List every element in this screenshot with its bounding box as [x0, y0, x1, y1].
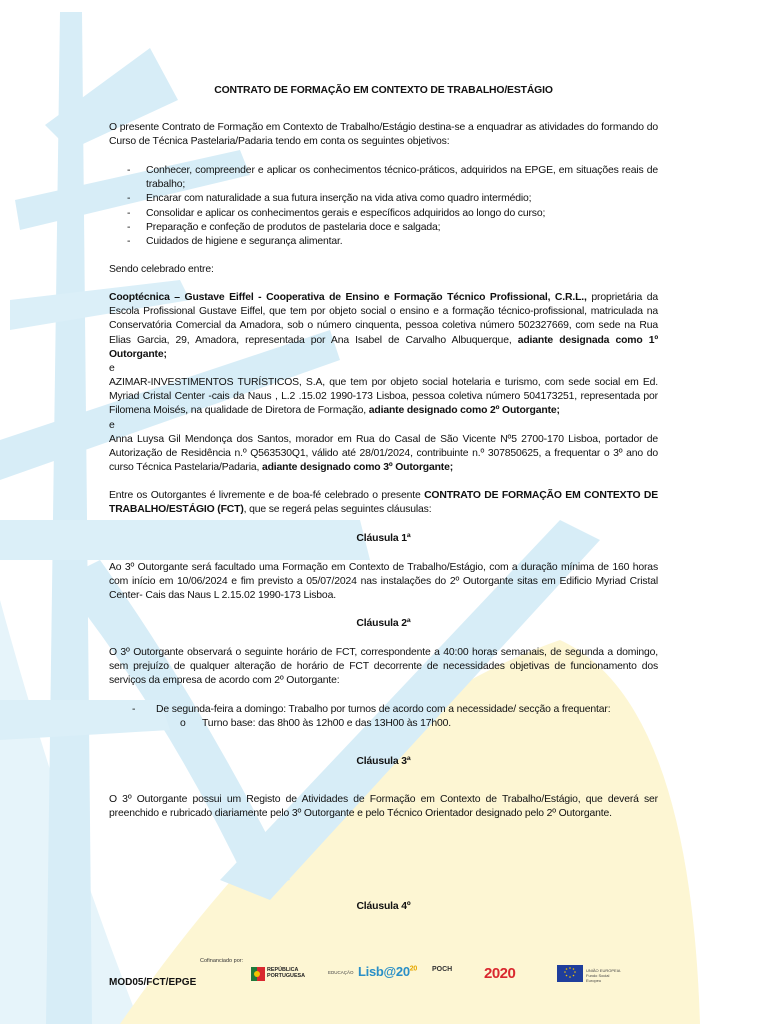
- objective-item: - Cuidados de higiene e segurança alimentar.: [109, 235, 658, 249]
- conjunction-e: e: [109, 363, 115, 374]
- party-3-text: Anna Luysa Gil Mendonça dos Santos, morador em Rua do Casal de São Vicente Nº5 2700-170 Lisboa, portador de Autorização de Residência n.º Q563530Q1, válido até 28/01/2024, contribuinte n.º 307850625, a frequentar o 3º ano do curso Técnica Pastelaria/Padaria,: [109, 434, 658, 474]
- eu-text: [586, 968, 621, 983]
- clause-1-text: Ao 3º Outorgante será facultado uma Formação em Contexto de Trabalho/Estágio, com a duração mínima de 160 horas com início em 10/06/2024 e fim previsto a 05/07/2024 nas instalações do 2º Outorgante sitas em Edificio Myriad Cristal Center- Cais das Naus L 2.15.02 1990-173 Lisboa.: [109, 562, 658, 602]
- document-code: MOD05/FCT/EPGE: [109, 977, 197, 988]
- party-2-paragraph: [109, 376, 658, 419]
- portugal-flag-icon: [251, 967, 265, 981]
- clause-2-text: O 3º Outorgante observará o seguinte horário de FCT, correspondente a 40:00 horas semanais, de segunda a domingo, sem prejuízo de qualquer alteração de horário de FCT decorrente de necessidades objetivas de funcionamento dos serviços da empresa de acordo com 2º Outorgante:: [109, 647, 658, 687]
- educacao-text: EDUCAÇÃO: [328, 970, 354, 975]
- schedule-list: [109, 703, 658, 731]
- conjunction-e: e: [109, 420, 115, 431]
- poch-logo: POCH: [432, 966, 453, 973]
- agreement-text-end: , que se regerá pelas seguintes cláusulas:: [243, 504, 432, 516]
- party-3-paragraph: [109, 433, 658, 476]
- schedule-item: - De segunda-feira a domingo: Trabalho por turnos de acordo com a necessidade/ secção a frequentar:: [109, 703, 658, 717]
- clause-4-heading: Cláusula 4º: [356, 901, 411, 912]
- shift-item: o Turno base: das 8h00 às 12h00 e das 13H00 às 17h00.: [109, 717, 658, 731]
- contract-title: CONTRATO DE FORMAÇÃO EM CONTEXTO DE TRABALHO/ESTÁGIO: [214, 85, 553, 96]
- objective-item: - Encarar com naturalidade a sua futura inserção na vida ativa como quadro intermédio;: [109, 192, 658, 206]
- objectives-list: [109, 164, 658, 249]
- clause-1-heading: Cláusula 1ª: [356, 533, 411, 544]
- party-1-text: proprietária da Escola Profissional Gustave Eiffel, que tem por objeto social o ensino e a formação técnico-profissional, matriculada na Conservatória Comercial da Amadora, sob o número cinquenta, pessoa coletiva número 502327669, com sede na Rua Elias Garcia, 29, Amadora, representada por Ana Isabel de Carvalho Albuquerque,: [109, 292, 658, 346]
- agreement-paragraph: [109, 489, 658, 517]
- agreement-text: Entre os Outorgantes é livremente e de boa-fé celebrado o presente: [109, 490, 425, 501]
- republica-portuguesa-text: REPÚBLICA PORTUGUESA: [267, 967, 306, 979]
- cofinanced-label: Cofinanciado por:: [200, 958, 244, 964]
- eu-fund: Fundo Social Europeu: [586, 973, 610, 983]
- party-1-paragraph: [109, 291, 658, 362]
- lisboa-2020-logo: [358, 964, 417, 979]
- lisboa-2020-text: Lisb@20: [358, 964, 410, 979]
- intro-paragraph: O presente Contrato de Formação em Contexto de Trabalho/Estágio destina-se a enquadrar as atividades do formando do Curso de Técnica Pastelaria/Padaria tendo em conta os seguintes objetivos:: [109, 122, 658, 148]
- cofunding-logos-strip: [196, 956, 621, 990]
- agreement-title: CONTRATO DE FORMAÇÃO EM CONTEXTO DE TRABALHO/ESTÁGIO (FCT): [109, 490, 658, 516]
- portugal-2020-logo: 2020: [484, 965, 516, 982]
- objective-item: - Consolidar e aplicar os conhecimentos gerais e específicos adquiridos ao longo do curso;: [109, 207, 658, 221]
- eu-name: UNIÃO EUROPEIA: [586, 968, 621, 973]
- party-2-text: AZIMAR-INVESTIMENTOS TURÍSTICOS, S.A, que tem por objeto social hotelaria e turismo, com sede social em Ed. Myriad Cristal Center -cais da Naus , L.2 .15.02 1990-173 Lisboa, pessoa coletiva número 504173251, representada por Filomena Moisés, na qualidade de Diretora de Formação,: [109, 377, 658, 417]
- eu-flag-icon: [557, 965, 583, 982]
- celebrated-between-text: Sendo celebrado entre:: [109, 264, 214, 275]
- party-2-role: adiante designado como 2º Outorgante;: [368, 405, 560, 417]
- clause-2-heading: Cláusula 2ª: [356, 618, 411, 629]
- lisboa-2020-sup: 20: [409, 965, 417, 973]
- party-3-role: adiante designado como 3º Outorgante;: [261, 462, 454, 474]
- clause-3-heading: Cláusula 3ª: [356, 756, 411, 767]
- objective-item: - Conhecer, compreender e aplicar os conhecimentos técnico-práticos, adquiridos na EPGE, em situações reais de trabalho;: [109, 164, 658, 192]
- party-1-role: adiante designada como 1º Outorgante;: [109, 334, 658, 360]
- clause-3-text: O 3º Outorgante possui um Registo de Atividades de Formação em Contexto de Trabalho/Estágio, que deverá ser preenchido e rubricado diariamente pelo 3º Outorgante e pelo Técnico Orientador designado pelo 2º Outorgante.: [109, 794, 658, 820]
- objective-item: - Preparação e confeção de produtos de pastelaria doce e salgada;: [109, 221, 658, 235]
- party-1-name: Cooptécnica – Gustave Eiffel - Cooperativa de Ensino e Formação Técnico Profissional, C.R.L.,: [109, 292, 587, 303]
- republica-portuguesa-logo: [251, 965, 321, 983]
